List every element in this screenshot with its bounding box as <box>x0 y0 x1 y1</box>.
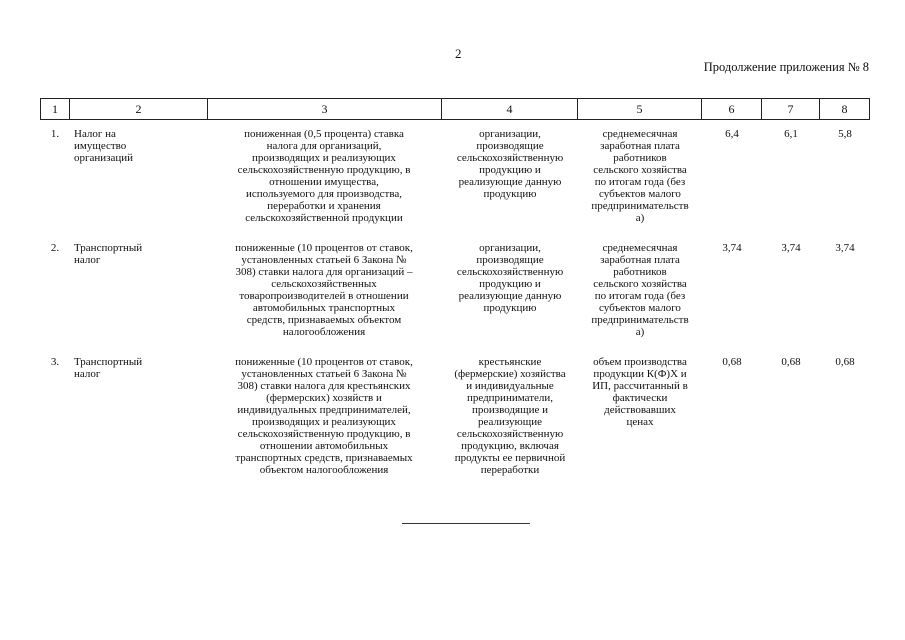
header-col-6: 6 <box>702 98 762 120</box>
benefit-indicator: среднемесячная заработная плата работников сельского хозяйства по итогам года (без субъектов малого предпринимательств а) <box>591 242 689 338</box>
value-col-7: 0,68 <box>781 356 801 368</box>
header-col-4: 4 <box>442 98 578 120</box>
value-col-6: 3,74 <box>722 242 742 254</box>
tax-name: Транспортный налог <box>74 242 143 266</box>
benefit-recipients: крестьянские (фермерские) хозяйства и индивидуальные предприниматели, производящие и реализующие сельскохозяйственную продукцию, включая продукты ее первичной переработки <box>454 356 566 476</box>
header-col-3: 3 <box>208 98 442 120</box>
header-col-7: 7 <box>762 98 820 120</box>
value-col-8: 3,74 <box>835 242 855 254</box>
tax-name: Налог на имущество организаций <box>74 128 134 164</box>
header-col-2: 2 <box>70 98 208 120</box>
value-col-7: 3,74 <box>781 242 801 254</box>
benefit-description: пониженная (0,5 процента) ставка налога для организаций, производящих и реализующих сельскохозяйственную продукцию, в отношении имущества, используемого для производства, переработки и хранения сельскохозяйственной продукции <box>237 128 411 224</box>
page-number: 2 <box>455 46 462 61</box>
benefit-recipients: организации, производящие сельскохозяйственную продукцию и реализующие данную продукцию <box>456 242 564 314</box>
tax-name: Транспортный налог <box>74 356 143 380</box>
row-number: 2. <box>50 242 60 254</box>
benefit-recipients: организации, производящие сельскохозяйственную продукцию и реализующие данную продукцию <box>456 128 564 200</box>
benefit-indicator: среднемесячная заработная плата работников сельского хозяйства по итогам года (без субъектов малого предпринимательств а) <box>591 128 689 224</box>
value-col-8: 5,8 <box>838 128 852 140</box>
row-number: 1. <box>50 128 60 140</box>
header-col-1: 1 <box>40 98 70 120</box>
header-col-5: 5 <box>578 98 702 120</box>
row-number: 3. <box>50 356 60 368</box>
value-col-8: 0,68 <box>835 356 855 368</box>
benefit-description: пониженные (10 процентов от ставок, установленных статьей 6 Закона № 308) ставки налога для крестьянских (фермерских) хозяйств и индивидуальных предпринимателей, производящих и реализующих сельскохозяйственную продукцию, в отношении автомобильных транспортных средств, признаваемых объектом налогообложения <box>235 356 413 476</box>
value-col-6: 6,4 <box>725 128 739 140</box>
table-header-row <box>40 98 870 120</box>
header-col-8: 8 <box>820 98 870 120</box>
continuation-label: Продолжение приложения № 8 <box>703 60 869 74</box>
benefit-indicator: объем производства продукции К(Ф)Х и ИП, рассчитанный в фактически действовавших ценах <box>592 356 688 428</box>
closing-rule <box>402 523 530 524</box>
benefit-description: пониженные (10 процентов от ставок, установленных статьей 6 Закона № 308) ставки налога для организаций – сельскохозяйственных товаропроизводителей в отношении автомобильных транспортных средств, признаваемых объектом налогообложения <box>235 242 413 338</box>
value-col-6: 0,68 <box>722 356 742 368</box>
value-col-7: 6,1 <box>784 128 798 140</box>
